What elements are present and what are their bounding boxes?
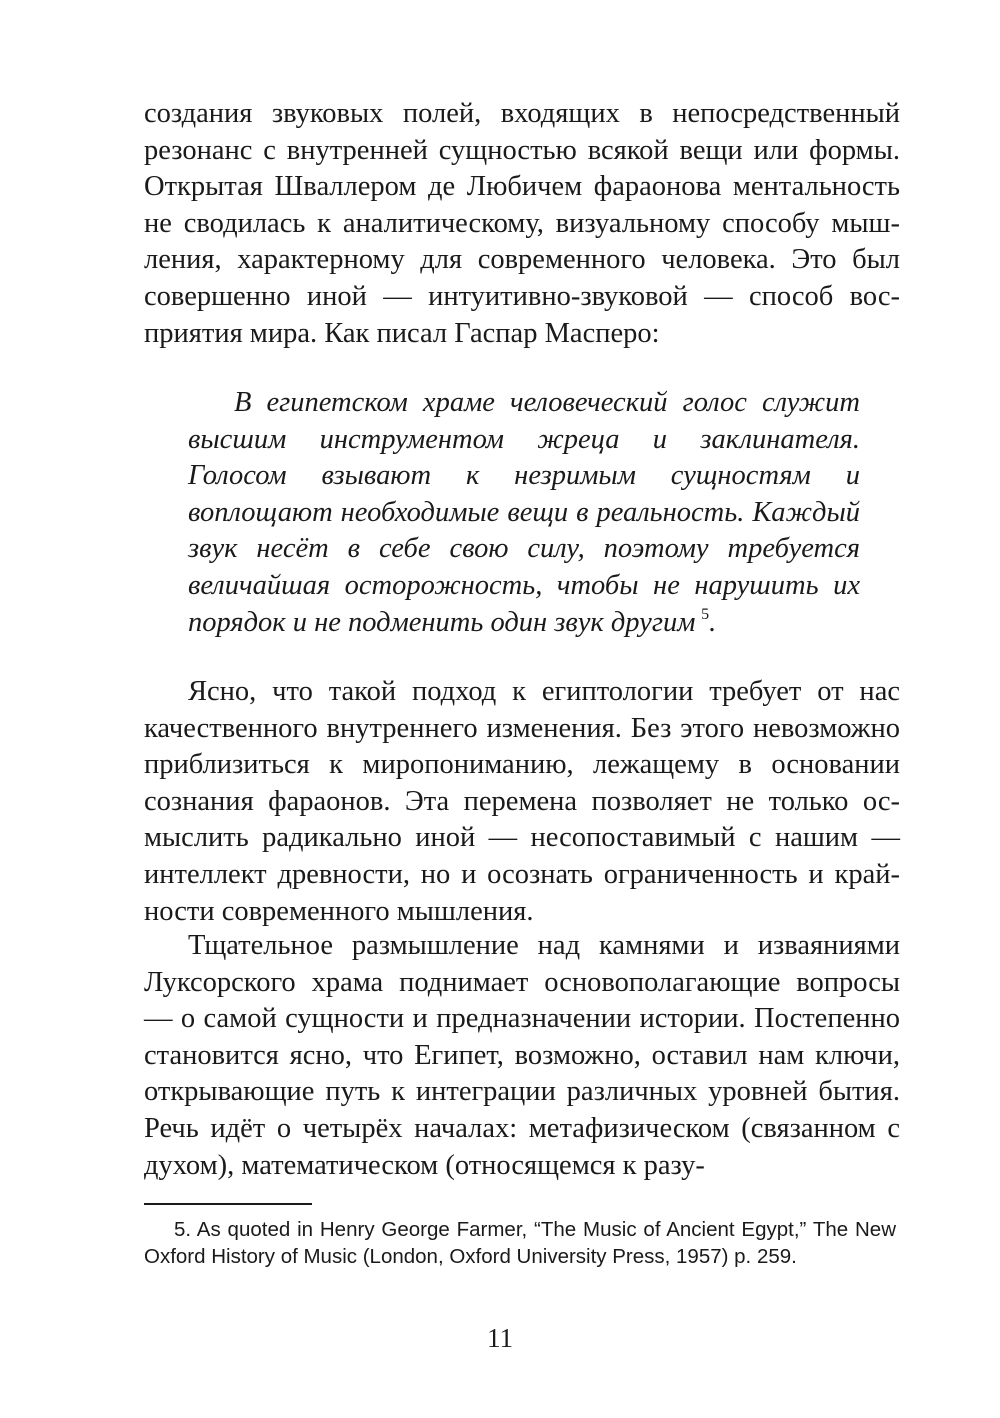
- paragraph-text: Ясно, что такой подход к египтологии требует от нас качественного внутреннего изменения. Без этого невозможно приблизиться к миропониманию, лежащему в основании сознания фараонов. Эта перемена позволяет не только осмыслить радикально иной — несопоставимый с нашим — интеллект древности, но и осознать ограниченность и крайности современного мышления.: [144, 676, 900, 927]
- quote-text: [188, 385, 860, 641]
- footnote-text: 5. As quoted in Henry George Farmer, “The Music of Ancient Egypt,” The New Oxford History of Music (London, Oxford University Press, 1957) p. 259.: [144, 1218, 896, 1268]
- footnote-divider: [144, 1203, 312, 1205]
- block-quote: [188, 385, 860, 641]
- quote-body: В египетском храме человеческий голос служит высшим инструментом жреца и заклинателя. Голосом взывают к незримым сущностям и воплощают необходимые вещи в реальность. Каждый звук несёт в себе свою силу, поэтому требуется величайшая осторожность, чтобы не нарушить их порядок и не подменить один звук другим: [188, 387, 860, 638]
- quote-end-punctuation: .: [709, 606, 717, 638]
- body-paragraph-3: [144, 928, 900, 1184]
- footnote-reference: 5: [701, 605, 710, 623]
- paragraph-text: создания звуковых полей, входящих в непосредственный резонанс с внутренней сущностью всякой вещи или формы. Открытая Швaллером де Любичем фараонова ментальность не сводилась к аналитическому, визуальному способу мышления, характерному для современного человека. Это был совершенно иной — интуитивно-звуковой — способ восприятия мира. Как писал Гаспар Масперо:: [144, 98, 900, 349]
- body-paragraph-2: [144, 674, 900, 930]
- body-paragraph-1: [144, 96, 900, 352]
- page-number: 11: [487, 1323, 513, 1353]
- paragraph-text: Тщательное размышление над камнями и изваяниями Луксорского храма поднимает основополагающие вопросы — о самой сущности и предназначении истории. Постепенно становится ясно, что Египет, возможно, оставил нам ключи, открывающие путь к интеграции различных уровней бытия. Речь идёт о четырёх началах: метафизическом (связанном с духом), математическом (относящемся к разу-: [144, 930, 900, 1181]
- footnote: [144, 1216, 896, 1270]
